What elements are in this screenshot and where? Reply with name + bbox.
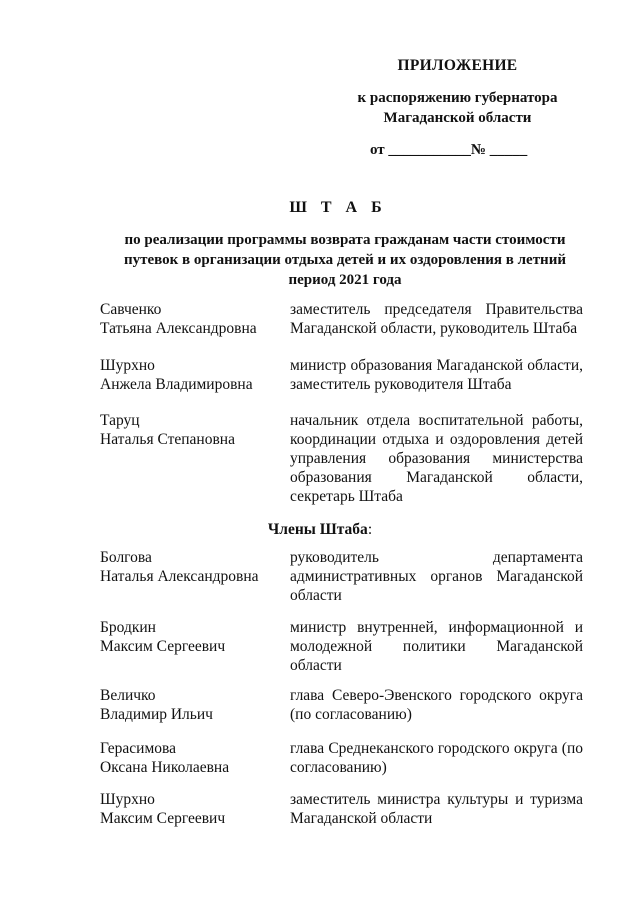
person-surname: Савченко [100,301,162,318]
person-name [100,618,280,656]
person-name [100,356,280,394]
person-name [100,790,280,828]
person-given-names: Наталья Александровна [100,568,259,585]
person-role: министр внутренней, информационной и молодежной политики Магаданской области [290,619,583,674]
person-role: министр образования Магаданской области, заместитель руководителя Штаба [290,357,583,393]
person-given-names: Максим Сергеевич [100,638,226,655]
person-given-names: Татьяна Александровна [100,320,257,337]
members-header-text: Члены Штаба [267,521,368,538]
appendix-line-1: к распоряжению губернатора [357,90,558,106]
members-header-colon: : [367,521,373,538]
person-given-names: Анжела Владимировна [100,376,253,393]
person-role: руководитель департамента административных органов Магаданской области [290,549,583,604]
person-name [100,739,280,777]
appendix-date-line: от ___________№ _____ [370,142,528,158]
staff-subtitle: по реализации программы возврата гражданам части стоимости путевок в организации отдыха детей и их оздоровления в летний период 2021 года [124,232,566,288]
person-surname: Шурхно [100,791,155,808]
person-name [100,300,280,338]
person-surname: Бродкин [100,619,156,636]
person-role: глава Северо-Эвенского городского округа (по согласованию) [290,687,583,723]
members-header [0,520,640,540]
person-given-names: Оксана Николаевна [100,759,230,776]
person-name [100,411,280,449]
person-surname: Величко [100,687,156,704]
person-given-names: Владимир Ильич [100,706,213,723]
person-role: заместитель министра культуры и туризма Магаданской области [290,791,583,827]
appendix-title: ПРИЛОЖЕНИЕ [397,57,518,74]
person-name [100,548,280,586]
appendix-block [340,56,575,160]
person-surname: Таруц [100,412,140,429]
person-given-names: Максим Сергеевич [100,810,226,827]
person-surname: Шурхно [100,357,155,374]
person-surname: Герасимова [100,740,177,757]
appendix-line-2: Магаданской области [383,110,532,126]
person-name [100,686,280,724]
person-role: начальник отдела воспитательной работы, координации отдыха и оздоровления детей управления образования министерства образования Магаданской области, секретарь Штаба [290,412,583,505]
person-given-names: Наталья Степановна [100,431,235,448]
staff-title: Ш Т А Б [289,199,387,216]
person-role: глава Среднеканского городского округа (по согласованию) [290,740,583,776]
person-surname: Болгова [100,549,152,566]
person-role: заместитель председателя Правительства Магаданской области, руководитель Штаба [290,301,583,337]
